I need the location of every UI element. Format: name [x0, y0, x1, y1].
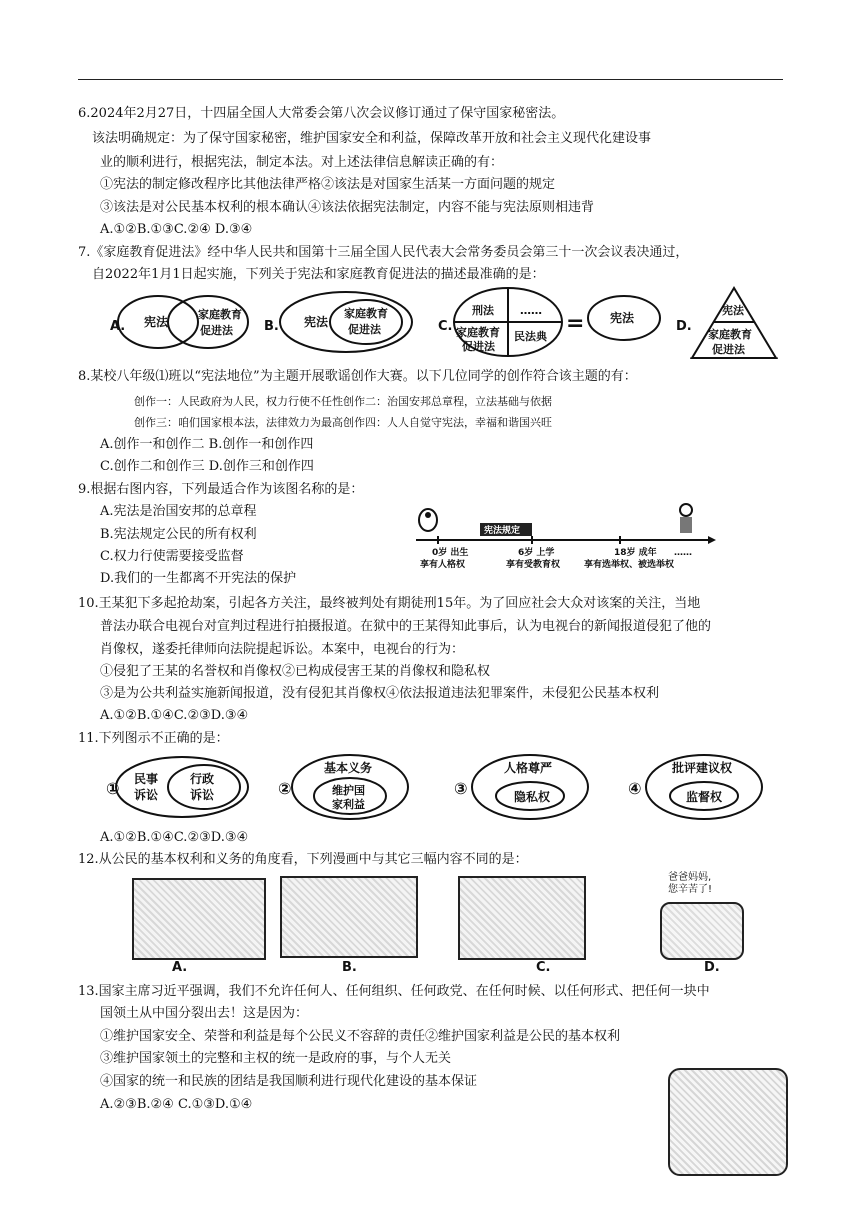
q8-answers: C.创作二和创作三 D.创作三和创作四	[100, 459, 314, 474]
svg-text:监督权: 监督权	[686, 790, 723, 804]
q11-d3-num: ③	[454, 779, 468, 798]
q7-a-left-label: 宪法	[144, 315, 169, 329]
q7-c-q1: 刑法	[472, 304, 494, 317]
timeline-label: 享有受教育权	[506, 560, 561, 570]
q10-answers: A.①②B.①④C.②③D.③④	[100, 708, 249, 723]
q6-stem: 6.2024年2月27日，十四届全国人大常委会第八次会议修订通过了保守国家秘密法。	[78, 106, 565, 121]
adult-icon	[680, 504, 692, 516]
q10-text: 肖像权，遂委托律师向法院提起诉讼。本案中，电视台的行为：	[100, 642, 465, 657]
q7-d-top-label: 宪法	[722, 304, 744, 317]
timeline-label: 享有选举权、被选举权	[584, 560, 675, 570]
q12-d-bubble: 爸爸妈妈, 您辛苦了!	[668, 872, 713, 895]
q13-option-line: ④国家的统一和民族的团结是我国顺利进行现代化建设的基本保证	[100, 1074, 478, 1089]
q7-d-letter: D.	[676, 319, 692, 334]
q12-cartoon-a	[132, 878, 266, 960]
q12-cartoon-b	[280, 876, 418, 958]
q7-d-bottom-label: 促进法	[712, 343, 745, 356]
q7-b-outer-label: 宪法	[304, 315, 329, 329]
q7-b-inner-label: 促进法	[348, 323, 381, 336]
svg-text:人格尊严: 人格尊严	[504, 761, 553, 775]
q7-c-rhs-label: 宪法	[610, 311, 635, 325]
timeline-label: 0岁 出生	[432, 548, 469, 558]
q8-answers: A.创作一和创作二 B.创作一和创作四	[100, 437, 314, 452]
timeline-label: 18岁 成年	[614, 548, 657, 558]
q9-option-d: D.我们的一生都离不开宪法的保护	[100, 571, 297, 586]
q6-option-line: ③该法是对公民基本权利的根本确认④该法依据宪法制定，内容不能与宪法原则相违背	[100, 200, 595, 215]
svg-text:民事: 民事	[134, 772, 159, 786]
q7-c-equals: =	[566, 311, 585, 336]
q7-c-q2: ……	[520, 304, 542, 317]
q9-option-b: B.宪法规定公民的所有权利	[100, 527, 257, 542]
q7-a-right-label: 家庭教育	[198, 308, 242, 321]
q11-d4-num: ④	[628, 779, 642, 798]
q10-stem: 10.王某犯下多起抢劫案，引起各方关注，最终被判处有期徒刑15年。为了回应社会大众对该案的关注，当地	[78, 596, 701, 611]
svg-text:隐私权: 隐私权	[514, 790, 551, 804]
q13-answers: A.②③B.②④ C.①③D.①④	[100, 1097, 253, 1112]
q8-poem: 创作一：人民政府为人民，权力行使不任性创作二：治国安邦总章程，立法基础与依据	[134, 395, 552, 408]
q11-d2-num: ②	[278, 779, 292, 798]
q7-a-circle-right	[168, 296, 248, 348]
timeline-label: 享有人格权	[420, 560, 466, 570]
q7-text: 自2022年1月1日起实施，下列关于宪法和家庭教育促进法的描述最准确的是：	[92, 267, 545, 282]
q12-cartoon-c	[458, 876, 586, 960]
q12-caption-d: D.	[704, 960, 720, 975]
q8-stem: 8.某校八年级⑴班以“宪法地位”为主题开展歌谣创作大赛。以下几位同学的创作符合该主题的有：	[78, 369, 637, 384]
svg-text:宪法规定: 宪法规定	[484, 526, 521, 536]
q9-timeline-figure	[408, 500, 718, 572]
q9-option-a: A.宪法是治国安邦的总章程	[100, 504, 257, 519]
svg-text:诉讼: 诉讼	[134, 788, 159, 802]
svg-text:家利益: 家利益	[332, 798, 365, 811]
q11-d1-num: ①	[106, 779, 120, 798]
q11-stem: 11.下列图示不正确的是：	[78, 731, 229, 746]
q7-c-q3: 家庭教育	[456, 326, 500, 339]
svg-text:维护国: 维护国	[332, 784, 365, 797]
q7-b-letter: B.	[264, 319, 279, 334]
q7-c-q3: 促进法	[462, 340, 495, 353]
q6-text: 该法明确规定：为了保守国家秘密，维护国家安全和利益，保障改革开放和社会主义现代化建设事	[92, 131, 652, 146]
q11-answers: A.①②B.①④C.②③D.③④	[100, 830, 249, 845]
q12-caption-b: B.	[342, 960, 357, 975]
q6-option-line: ①宪法的制定修改程序比其他法律严格②该法是对国家生活某一方面问题的规定	[100, 177, 556, 192]
q12-cartoon-d	[640, 872, 750, 960]
q7-d-bottom-label: 家庭教育	[708, 328, 752, 341]
q6-text: 业的顺利进行，根据宪法，制定本法。对上述法律信息解读正确的有：	[100, 155, 504, 170]
q13-option-line: ①维护国家安全、荣誉和利益是每个公民义不容辞的责任②维护国家利益是公民的基本权利	[100, 1029, 621, 1044]
q7-stem: 7.《家庭教育促进法》经中华人民共和国第十三届全国人民代表大会常务委员会第三十一次会议表决通过，	[78, 245, 689, 260]
q8-poem: 创作三：咱们国家根本法，法律效力为最高创作四：人人自觉守宪法，幸福和谐国兴旺	[134, 416, 552, 429]
q7-a-right-label: 促进法	[200, 324, 233, 337]
timeline-label: 6岁 上学	[518, 548, 555, 558]
q6-answers: A.①②B.①③C.②④ D.③④	[100, 222, 253, 237]
q10-option-line: ③是为公共利益实施新闻报道，没有侵犯其肖像权④依法报道违法犯罪案件，未侵犯公民基本权利	[100, 686, 660, 701]
q13-stem: 13.国家主席习近平强调，我们不允许任何人、任何组织、任何政党、在任何时候、以任何形式、把任何一块中	[78, 984, 710, 999]
q13-cartoon	[668, 1068, 788, 1176]
svg-text:批评建议权: 批评建议权	[672, 761, 733, 775]
q13-text: 国领土从中国分裂出去！这是因为：	[100, 1006, 309, 1021]
q9-option-c: C.权力行使需要接受监督	[100, 549, 244, 564]
q7-a-letter: A.	[110, 319, 126, 334]
svg-text:基本义务: 基本义务	[324, 761, 373, 775]
q10-option-line: ①侵犯了王某的名誉权和肖像权②已构成侵害王某的肖像权和隐私权	[100, 664, 491, 679]
q11-diagrams	[100, 752, 760, 822]
q7-b-outer	[280, 292, 412, 352]
q12-caption-a: A.	[172, 960, 188, 975]
q7-c-q4: 民法典	[514, 330, 547, 343]
q12-stem: 12.从公民的基本权利和义务的角度看，下列漫画中与其它三幅内容不同的是：	[78, 852, 528, 867]
q7-b-inner-label: 家庭教育	[344, 307, 388, 320]
header-rule	[78, 79, 783, 80]
q7-c-letter: C.	[438, 319, 453, 334]
q13-option-line: ③维护国家领土的完整和主权的统一是政府的事，与个人无关	[100, 1051, 452, 1066]
q11-d1-outer	[116, 757, 248, 817]
q9-stem: 9.根据右图内容，下列最适合作为该图名称的是：	[78, 482, 364, 497]
q7-diagrams	[100, 284, 790, 364]
timeline-label: ……	[674, 548, 692, 558]
svg-text:诉讼: 诉讼	[190, 788, 215, 802]
svg-text:行政: 行政	[190, 772, 215, 786]
q10-text: 普法办联合电视台对宣判过程进行拍摄报道。在狱中的王某得知此事后，认为电视台的新闻报道侵犯了他的	[100, 619, 712, 634]
q12-caption-c: C.	[536, 960, 551, 975]
